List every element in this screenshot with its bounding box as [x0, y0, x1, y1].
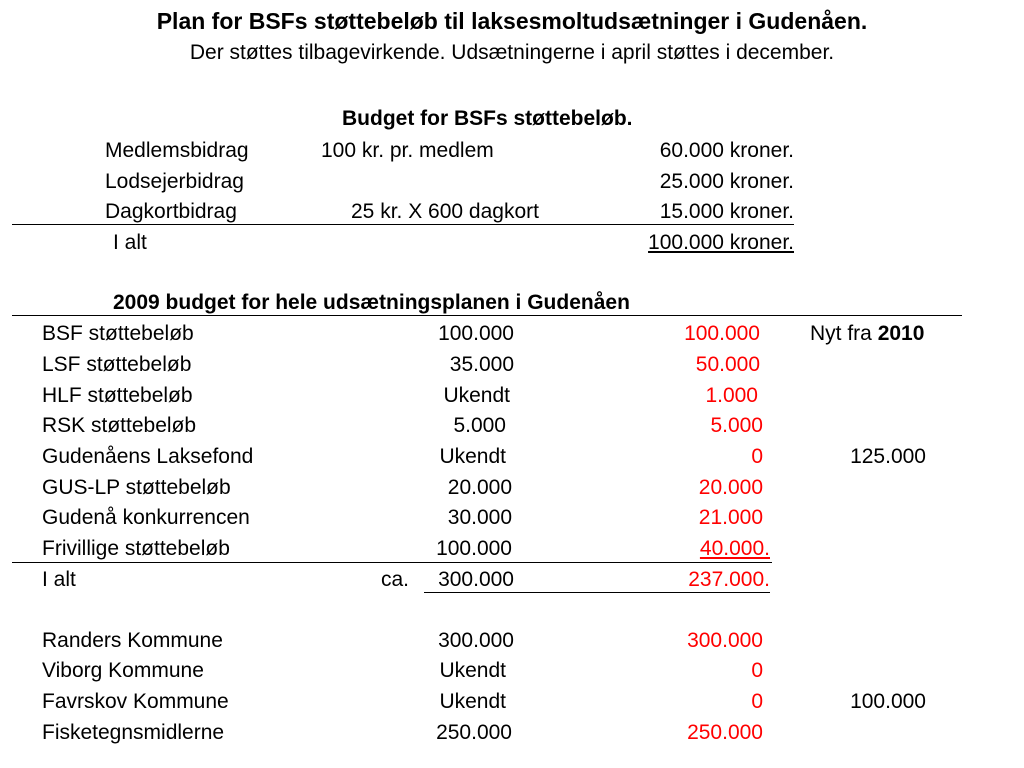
plan-row-label: Gudenå konkurrencen: [42, 506, 250, 529]
budget-total-amount: 100.000 kroner.: [648, 231, 794, 254]
municipal-budget: 300.000: [438, 629, 514, 652]
municipal-budget: 250.000: [436, 721, 512, 744]
municipal-budget: Ukendt: [439, 690, 506, 713]
municipal-label: Randers Kommune: [42, 629, 223, 652]
budget-amount: 15.000 kroner.: [659, 200, 794, 223]
municipal-actual: 0: [751, 659, 763, 682]
plan-row-actual: 20.000: [698, 476, 763, 499]
budget-amount: 25.000 kroner.: [659, 170, 794, 193]
budget-heading: Budget for BSFs støttebeløb.: [342, 107, 633, 130]
plan-row-note: [810, 322, 924, 346]
plan-total-underline: [424, 592, 770, 593]
page-subtitle: Der støttes tilbagevirkende. Udsætningerne i april støttes i december.: [189, 41, 835, 64]
budget-desc: 100 kr. pr. medlem: [321, 139, 494, 162]
plan-row-budget: 100.000: [436, 537, 512, 560]
plan-row-label: BSF støttebeløb: [42, 322, 194, 345]
plan-row-budget: Ukendt: [443, 384, 510, 407]
plan-heading-divider: [12, 315, 962, 316]
plan-row-actual: 21.000: [698, 506, 763, 529]
municipal-actual: 300.000: [687, 629, 763, 652]
municipal-note: 100.000: [850, 690, 926, 713]
municipal-budget: Ukendt: [439, 659, 506, 682]
plan-row-budget: 35.000: [449, 353, 514, 376]
plan-row-actual: 0: [751, 445, 763, 468]
plan-row-budget: 100.000: [438, 322, 514, 345]
budget-divider: [12, 224, 794, 225]
plan-total-budget: 300.000: [438, 568, 514, 591]
plan-row-budget: 30.000: [447, 506, 512, 529]
budget-label: Medlemsbidrag: [105, 139, 249, 162]
plan-row-actual: 40.000.: [699, 537, 770, 560]
plan-row-actual: 5.000: [710, 414, 763, 437]
plan-row-budget: 20.000: [447, 476, 512, 499]
plan-total-actual: 237.000.: [688, 568, 770, 591]
plan-row-label: HLF støttebeløb: [42, 384, 193, 407]
plan-row-actual: 100.000: [684, 322, 760, 345]
municipal-label: Favrskov Kommune: [42, 690, 229, 713]
plan-row-label: RSK støttebeløb: [42, 414, 197, 437]
page-title: Plan for BSFs støttebeløb til laksesmoltudsætninger i Gudenåen.: [156, 8, 868, 34]
plan-row-actual: 1.000: [705, 384, 758, 407]
municipal-actual: 250.000: [687, 721, 763, 744]
municipal-label: Fisketegnsmidlerne: [42, 721, 225, 744]
municipal-label: Viborg Kommune: [42, 659, 204, 682]
plan-row-budget: Ukendt: [439, 445, 506, 468]
budget-desc: 25 kr. X 600 dagkort: [351, 200, 539, 223]
plan-row-budget: 5.000: [453, 414, 506, 437]
budget-total-label: I alt: [113, 231, 147, 254]
plan-row-label: LSF støttebeløb: [42, 353, 192, 376]
plan-row-note-prefix: Nyt fra: [810, 322, 878, 345]
plan-row-actual: 50.000: [695, 353, 760, 376]
municipal-actual: 0: [751, 690, 763, 713]
plan-total-prefix: ca.: [381, 568, 410, 591]
plan-row-note-year: 2010: [877, 322, 925, 345]
plan-divider: [12, 562, 772, 563]
plan-total-label: I alt: [42, 568, 76, 591]
plan-heading: 2009 budget for hele udsætningsplanen i Gudenåen: [113, 291, 630, 314]
budget-label: Dagkortbidrag: [105, 200, 237, 223]
plan-row-label: Frivillige støttebeløb: [42, 537, 230, 560]
plan-row-label: GUS-LP støttebeløb: [42, 476, 231, 499]
budget-label: Lodsejerbidrag: [105, 170, 244, 193]
plan-row-note: 125.000: [850, 445, 926, 468]
budget-amount: 60.000 kroner.: [659, 139, 794, 162]
plan-row-label: Gudenåens Laksefond: [42, 445, 254, 468]
